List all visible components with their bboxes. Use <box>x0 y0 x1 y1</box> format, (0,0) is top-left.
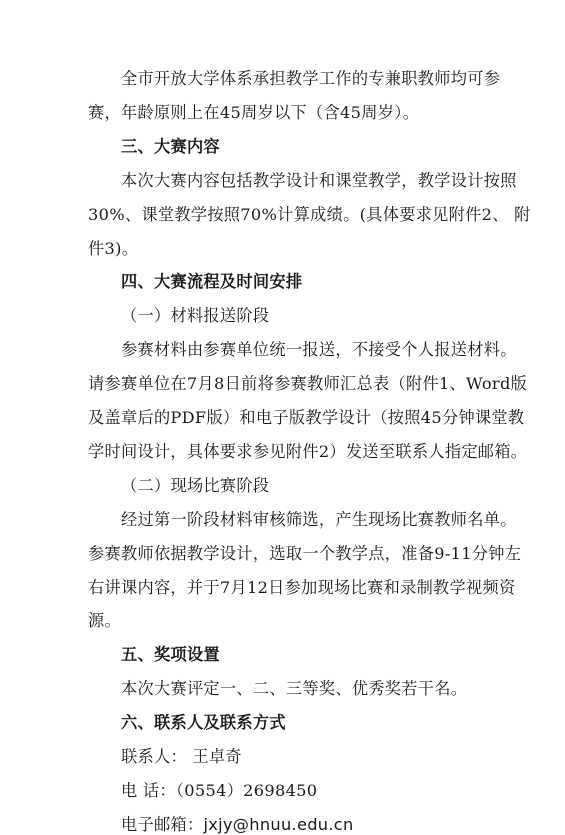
body-text: 经过第一阶段材料审核筛选，产生现场比赛教师名单。 <box>121 509 517 529</box>
email-address: jxjy@hnuu.edu.cn <box>203 814 354 834</box>
section-heading: 四、大赛流程及时间安排 <box>121 272 303 292</box>
section-heading: 五、奖项设置 <box>121 645 220 665</box>
contact-phone: 电 话：（0554）2698450 <box>121 780 318 800</box>
contact-email-row <box>121 815 354 835</box>
subsection-title: （一）材料报送阶段 <box>121 306 270 326</box>
body-text: 右讲课内容，并于7月12日参加现场比赛和录制教学视频资 <box>88 577 516 597</box>
body-text: 及盖章后的PDF版）和电子版教学设计（按照45分钟课堂教 <box>88 408 525 427</box>
body-text: 参赛教师依据教学设计，选取一个教学点，准备9-11分钟左 <box>88 543 522 563</box>
section-heading: 三、大赛内容 <box>121 136 220 156</box>
body-text: 本次大赛内容包括教学设计和课堂教学，教学设计按照 <box>121 170 517 190</box>
body-text: 源。 <box>88 611 121 631</box>
body-text: 请参赛单位在7月8日前将参赛教师汇总表（附件1、Word版 <box>88 374 528 394</box>
body-text: 赛，年龄原则上在45周岁以下（含45周岁）。 <box>88 102 420 122</box>
contact-person: 联系人： 王卓奇 <box>121 747 242 766</box>
body-text: 学时间设计，具体要求参见附件2）发送至联系人指定邮箱。 <box>88 441 528 461</box>
subsection-title: （二）现场比赛阶段 <box>121 475 270 495</box>
body-text: 参赛材料由参赛单位统一报送，不接受个人报送材料。 <box>121 340 517 360</box>
body-text: 30%、课堂教学按照70%计算成绩。(具体要求见附件2、 附 <box>88 204 531 224</box>
email-label: 电子邮箱： <box>121 814 204 834</box>
body-text: 件3)。 <box>88 238 139 258</box>
body-text: 全市开放大学体系承担教学工作的专兼职教师均可参 <box>121 69 501 88</box>
section-heading: 六、联系人及联系方式 <box>121 713 286 733</box>
body-text: 本次大赛评定一、二、三等奖、优秀奖若干名。 <box>121 679 468 699</box>
